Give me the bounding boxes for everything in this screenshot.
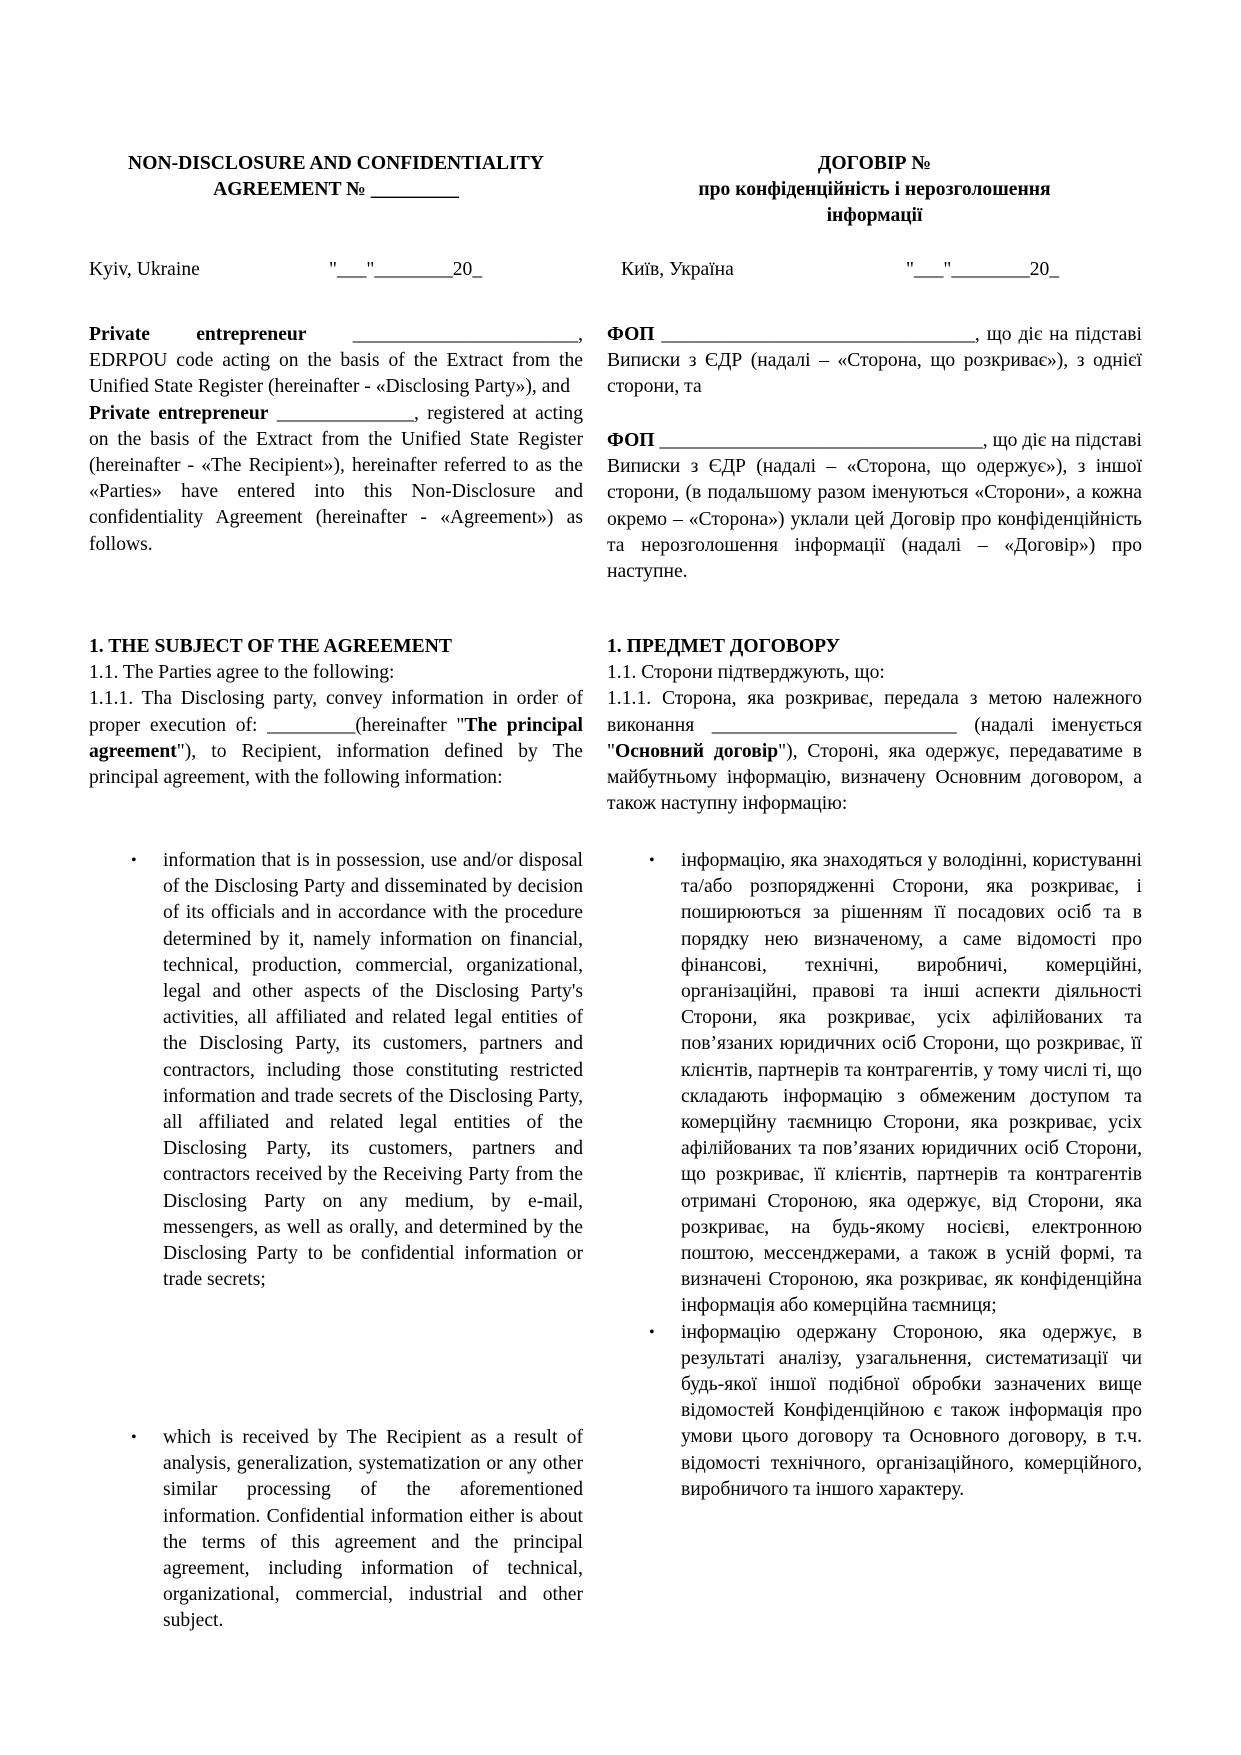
- list-item: • інформацію, яка знаходяться у володінні, користуванні та/або розпорядженні Сторони, яка розкриває, і поширюються за рішенням її посадових осіб та в порядку нею визначеному, а саме відомості про фінансові, технічні, виробничі, комерційні, організаційні, правові та інші аспекти діяльності Сторони, яка розкриває, усіх афілійованих та пов’язаних юридичних осіб Сторони, що розкриває, її клієнтів, партнерів та контрагентів, у тому числі ті, що складають інформацію з обмеженим доступом та комерційну таємницю Сторони, яка розкриває, усіх афілійованих та пов’язаних юридичних осіб Сторони, що розкриває, її клієнтів, партнерів та контрагентів отримані Стороною, яка одержує, від Сторони, яка розкриває, на будь-якому носієві, електронною поштою, мессенджерами, а також в усній формі, та визначені Стороною, яка розкриває, як конфіденційна інформація або комерційна таємниця;: [649, 850, 1142, 1317]
- bullet-icon: •: [649, 852, 655, 869]
- section1-title-uk: 1. ПРЕДМЕТ ДОГОВОРУ: [607, 636, 840, 657]
- party1-uk: ФОП ________________________________, що діє на підставі Виписки з ЄДР (надалі – «Сторона, що розкриває»), з однієї сторони, та: [607, 324, 1142, 398]
- bullet-list-en: [89, 848, 583, 1293]
- bullet-list-uk: [607, 848, 1142, 1503]
- date-en: "___"________20_: [329, 259, 483, 280]
- list-item: • which is received by The Recipient as a result of analysis, generalization, systematization or any other similar processing of the aforementioned information. Confidential information either is about the terms of this agreement and the principal agreement, including information of technical, organizational, commercial, industrial and other subject.: [131, 1427, 583, 1632]
- list-item: • information that is in possession, use and/or disposal of the Disclosing Party and disseminated by decision of its officials and in accordance with the procedure determined by it, namely information on financial, technical, production, commercial, organizational, legal and other aspects of the Disclosing Party's activities, all affiliated and related legal entities of the Disclosing Party, its customers, partners and contractors, including those constituting restricted information and trade secrets of the Disclosing Party, all affiliated and related legal entities of the Disclosing Party, its customers, partners and contractors received by the Receiving Party from the Disclosing Party on any medium, by e-mail, messengers, as well as orally, and determined by the Disclosing Party to be confidential information or trade secrets;: [131, 850, 583, 1291]
- party1-en: Private entrepreneur _______________________, EDRPOU code acting on the basis of the Extract from the Unified State Register (hereinafter - «Disclosing Party»), and: [89, 324, 584, 398]
- parties-paragraph-en: [89, 322, 583, 558]
- party2-uk: ФОП _________________________________, що діє на підставі Виписки з ЄДР (надалі – «Сторона, що одержує»), з іншої сторони, (в подальшому разом іменуються «Сторони», а кожна окремо – «Сторона») уклали цей Договір про конфіденційність та нерозголошення інформації (надалі – «Договір») про наступне.: [607, 430, 1142, 583]
- clause-1-1-1-en: 1.1.1. Tha Disclosing party, convey information in order of proper execution of: _________(hereinafter "The principal agreement"), to Recipient, information defined by The principal agreement, with the following information:: [89, 688, 583, 789]
- place-uk: Київ, Україна: [621, 259, 734, 280]
- section1-uk: [607, 634, 1142, 817]
- document-title-uk: ДОГОВІР № про конфіденційність і нерозголошення інформації: [698, 153, 1051, 227]
- party2-en: Private entrepreneur ______________, registered at acting on the basis of the Extract from the Unified State Register (hereinafter - «The Recipient»), hereinafter referred to as the «Parties» have entered into this Non-Disclosure and confidentiality Agreement (hereinafter - «Agreement») as follows.: [89, 402, 583, 555]
- list-item: • інформацію одержану Стороною, яка одержує, в результаті аналізу, узагальнення, систематизації чи будь-якої іншої подібної обробки зазначених вище відомостей Конфіденційною є також інформація про умови цього договору та Основного договору, в т.ч. відомості технічного, організаційного, комерційного, виробничого та іншого характеру.: [649, 1321, 1142, 1500]
- bullet-icon: •: [131, 852, 137, 869]
- date-uk: "___"________20_: [906, 259, 1060, 280]
- section1-title-en: 1. THE SUBJECT OF THE AGREEMENT: [89, 636, 452, 657]
- clause-1-1-uk: 1.1. Сторони підтверджують, що:: [607, 662, 885, 684]
- place-en: Kyiv, Ukraine: [89, 259, 200, 280]
- bullet-icon: •: [649, 1323, 655, 1341]
- clause-1-1-1-uk: 1.1.1. Сторона, яка розкриває, передала з метою належного виконання _________________________ (надалі іменується "Основний договір"), Стороні, яка одержує, передаватиме в майбутньому інформацію, визначену Основним договором, а також наступну інформацію:: [607, 688, 1142, 815]
- bullet-icon: •: [131, 1429, 137, 1446]
- place-date-line-en: [89, 257, 583, 283]
- section1-en: [89, 634, 583, 791]
- clause-1-1-en: 1.1. The Parties agree to the following:: [89, 662, 395, 684]
- bullet-list-en-2: [89, 1425, 583, 1635]
- document-title-en: NON-DISCLOSURE AND CONFIDENTIALITY AGREEMENT № _________: [128, 153, 544, 201]
